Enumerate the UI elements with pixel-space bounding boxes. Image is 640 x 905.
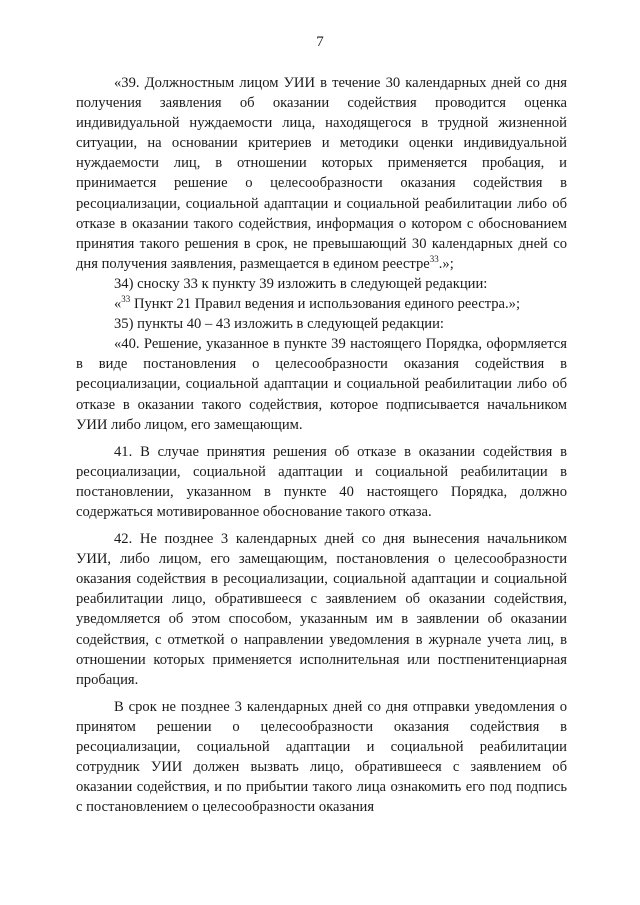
paragraph-footnote-33 [76,294,567,314]
paragraph-39 [76,73,567,274]
paragraph-42-cont [76,697,567,818]
paragraph-40 [76,334,567,434]
paragraph-text: 35) пункты 40 – 43 изложить в следующей редакции: [114,316,444,333]
paragraph-tail: .»; [438,255,454,272]
footnote-ref: 33 [429,253,439,264]
paragraph-41 [76,442,567,522]
paragraph-text: В срок не позднее 3 календарных дней со дня отправки уведомления о принятом решении о целесообразности оказания содействия в ресоциализации, социальной адаптации и социальной реабилитации сотрудник УИИ должен вызвать лицо, обратившееся с заявлением об оказании содействия, и по прибытии такого лица ознакомить его под подпись с постановлением о целесообразности оказания [76,698,567,816]
paragraph-text: 34) сноску 33 к пункту 39 изложить в следующей редакции: [114,275,488,292]
paragraph-lead: « [114,296,122,313]
document-body [76,73,567,817]
paragraph-text: «40. Решение, указанное в пункте 39 настоящего Порядка, оформляется в виде постановления о целесообразности оказания содействия в ресоциализации, социальной адаптации и социальной реабилитации либо об отказе в оказании такого содействия, которое подписывается начальником УИИ либо лицом, его замещающим. [76,336,567,433]
paragraph-text: «39. Должностным лицом УИИ в течение 30 календарных дней со дня получения заявления об оказании содействия проводится оценка индивидуальной нуждаемости лица, находящегося в трудной жизненной ситуации, на основании критериев и методики оценки индивидуальной нуждаемости лиц, в отношении которых применяется пробация, и принимается решение о целесообразности оказания содействия в ресоциализации, социальной адаптации и социальной реабилитации либо об отказе в оказании такого содействия, информация о котором с обоснованием принятия такого решения в срок, не превышающий 30 календарных дней со дня получения заявления, размещается в едином реестре [76,75,567,272]
paragraph-34 [76,274,567,294]
page-number: 7 [316,34,324,50]
paragraph-text: Пункт 21 Правил ведения и использования единого реестра.»; [130,296,521,313]
paragraph-42 [76,529,567,690]
footnote-ref: 33 [121,294,131,305]
paragraph-text: 42. Не позднее 3 календарных дней со дня вынесения начальником УИИ, либо лицом, его замещающим, постановления о целесообразности оказания содействия в ресоциализации, социальной адаптации и социальной реабилитации лицо, обратившееся с заявлением об оказании содействия, уведомляется об этом способом, указанным им в заявлении об оказании содействия, с отметкой о направлении уведомления в журнале учета лиц, в отношении которых применяется исполнительная или постпенитенциарная пробация. [76,531,567,688]
paragraph-35 [76,314,567,334]
paragraph-text: 41. В случае принятия решения об отказе в оказании содействия в ресоциализации, социальной адаптации и социальной реабилитации в постановлении, указанном в пункте 40 настоящего Порядка, должно содержаться мотивированное обоснование такого отказа. [76,443,567,520]
